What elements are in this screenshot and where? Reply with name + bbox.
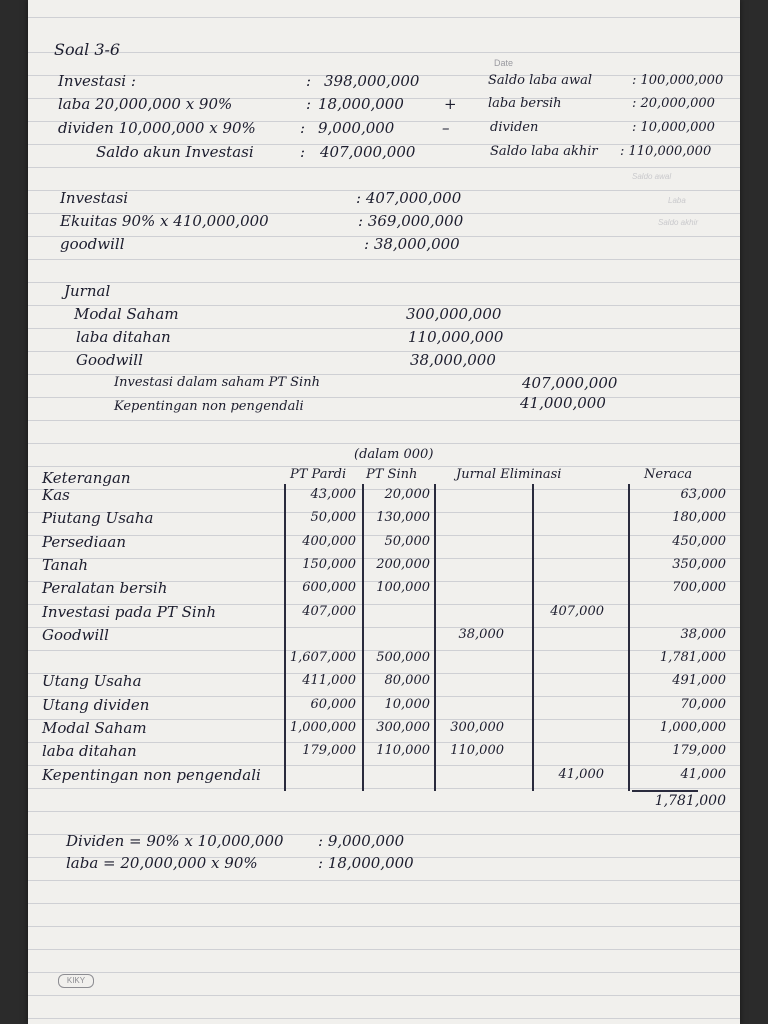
jurnal-debit-value: 110,000,000 (408, 328, 504, 346)
worksheet-header: PT Pardi (290, 467, 347, 482)
calc1-value: 398,000,000 (324, 72, 420, 90)
worksheet-row-label: Utang Usaha (42, 672, 142, 691)
calc2-label: Saldo laba awal (488, 73, 592, 88)
worksheet-row-label: Kas (42, 486, 70, 504)
worksheet-cell-pardi: 43,000 (310, 487, 356, 502)
calc3-value: : 38,000,000 (364, 235, 460, 253)
worksheet-cell-neraca: 179,000 (672, 743, 726, 759)
worksheet-header: Jurnal Eliminasi (456, 467, 562, 482)
worksheet-cell-sinh: 10,000 (384, 696, 430, 712)
worksheet-cell-debit: 110,000 (450, 743, 504, 759)
worksheet-cell-pardi: 411,000 (302, 673, 356, 689)
worksheet-row-label: Piutang Usaha (42, 509, 154, 528)
worksheet-cell-neraca: 350,000 (672, 556, 726, 572)
worksheet-cell-debit: 38,000 (458, 626, 504, 642)
worksheet-cell-pardi: 50,000 (310, 510, 356, 526)
calc1-label: Investasi : (58, 72, 136, 90)
note-label: Dividen = 90% x 10,000,000 (66, 832, 284, 850)
worksheet-cell-pardi: 179,000 (302, 743, 356, 759)
worksheet-cell-sinh: 110,000 (376, 743, 430, 759)
worksheet-row-label: Persediaan (42, 532, 126, 551)
worksheet-cell-neraca: 38,000 (680, 626, 726, 642)
ghost-mark: Saldo akhir (658, 218, 699, 227)
calc1-label: Saldo akun Investasi (96, 143, 254, 161)
calc2-value: : 20,000,000 (632, 96, 715, 111)
jurnal-debit-label: laba ditahan (76, 328, 171, 346)
worksheet-cell-neraca: 63,000 (680, 487, 726, 502)
date-label: Date (494, 58, 514, 68)
note-label: laba = 20,000,000 x 90% (66, 854, 258, 872)
jurnal-credit-value: 407,000,000 (522, 374, 618, 392)
worksheet-cell-sinh: 100,000 (376, 580, 430, 596)
worksheet-row-label: Tanah (42, 555, 89, 574)
calc3-label: Ekuitas 90% x 410,000,000 (60, 212, 269, 230)
worksheet-cell-sinh: 200,000 (376, 556, 430, 572)
worksheet-cell-credit: 41,000 (558, 766, 604, 782)
calc1-label: laba 20,000,000 x 90% (58, 95, 233, 113)
worksheet-cell-sinh: 20,000 (384, 487, 430, 502)
jurnal-credit-label: Investasi dalam saham PT Sinh (114, 375, 320, 390)
worksheet-row-label: Goodwill (42, 625, 109, 644)
note-value: : 18,000,000 (318, 854, 414, 872)
worksheet-cell-pardi: 600,000 (302, 580, 356, 596)
ghost-mark: Saldo awal (632, 172, 672, 181)
worksheet-cell-neraca: 41,000 (680, 766, 726, 782)
worksheet-cell-sinh: 500,000 (376, 650, 430, 666)
calc1-value: 9,000,000 (318, 119, 395, 137)
worksheet-row-label: Utang dividen (42, 695, 150, 714)
worksheet-column-line (532, 484, 534, 791)
brand-logo: KIKY (58, 974, 94, 988)
worksheet-cell-neraca: 700,000 (672, 580, 726, 596)
worksheet-column-line (628, 484, 630, 791)
calc1-colon: : (306, 72, 312, 90)
worksheet-cell-neraca: 180,000 (672, 510, 726, 526)
worksheet-cell-neraca: 450,000 (672, 533, 726, 549)
worksheet-cell-sinh: 80,000 (384, 673, 430, 689)
jurnal-credit-value: 41,000,000 (520, 394, 606, 412)
notebook-page (28, 0, 740, 1024)
jurnal-debit-value: 300,000,000 (406, 305, 502, 323)
worksheet-column-line (362, 484, 364, 791)
worksheet-header: Keterangan (42, 469, 131, 487)
calc2-value: : 110,000,000 (620, 144, 712, 159)
worksheet-cell-debit: 300,000 (450, 720, 504, 735)
worksheet-row-label: Peralatan bersih (42, 579, 168, 598)
worksheet-header: PT Sinh (366, 467, 418, 482)
worksheet-row-label: Kepentingan non pengendali (42, 765, 261, 784)
worksheet-row-label: laba ditahan (42, 742, 137, 761)
calc1-colon: : (300, 143, 306, 161)
worksheet-total: 1,781,000 (654, 793, 726, 809)
calc1-operator: – (442, 119, 450, 137)
calc3-value: : 407,000,000 (356, 189, 462, 207)
calc1-value: 18,000,000 (318, 95, 404, 113)
jurnal-debit-value: 38,000,000 (410, 351, 496, 369)
calc1-label: dividen 10,000,000 x 90% (58, 119, 256, 137)
worksheet-cell-sinh: 50,000 (384, 533, 430, 549)
worksheet-row-label: Investasi pada PT Sinh (42, 602, 216, 621)
worksheet-caption: (dalam 000) (354, 447, 434, 462)
calc1-colon: : (306, 95, 312, 113)
worksheet-cell-sinh: 300,000 (376, 720, 430, 735)
worksheet-cell-pardi: 407,000 (302, 603, 356, 619)
worksheet-column-line (434, 484, 436, 791)
total-underline (632, 790, 698, 792)
worksheet-cell-neraca: 1,000,000 (659, 720, 726, 735)
calc1-value: 407,000,000 (320, 143, 416, 161)
calc2-value: : 100,000,000 (632, 73, 724, 88)
worksheet-cell-neraca: 491,000 (672, 673, 726, 689)
ghost-mark: Laba (668, 196, 686, 205)
worksheet-cell-pardi: 1,607,000 (289, 650, 356, 666)
worksheet-cell-pardi: 150,000 (302, 556, 356, 572)
note-value: : 9,000,000 (318, 832, 405, 850)
worksheet-cell-sinh: 130,000 (376, 510, 430, 526)
worksheet-cell-neraca: 1,781,000 (659, 650, 726, 666)
jurnal-title: Jurnal (64, 282, 111, 300)
calc1-operator: + (444, 95, 457, 113)
page-title: Soal 3-6 (54, 40, 121, 59)
worksheet-cell-neraca: 70,000 (680, 696, 726, 712)
calc3-value: : 369,000,000 (358, 212, 464, 230)
calc3-label: Investasi (60, 189, 129, 207)
calc2-label: laba bersih (488, 96, 562, 111)
calc1-colon: : (300, 119, 306, 137)
calc2-label: Saldo laba akhir (490, 144, 598, 159)
worksheet-cell-pardi: 400,000 (302, 533, 356, 549)
jurnal-debit-label: Goodwill (76, 351, 143, 369)
calc2-value: : 10,000,000 (632, 120, 715, 135)
worksheet-header: Neraca (644, 467, 693, 482)
calc2-label: dividen (490, 120, 539, 135)
jurnal-credit-label: Kepentingan non pengendali (114, 399, 304, 414)
jurnal-debit-label: Modal Saham (74, 305, 179, 323)
worksheet-cell-pardi: 1,000,000 (289, 720, 356, 735)
worksheet-row-label: Modal Saham (42, 719, 147, 737)
calc3-label: goodwill (60, 235, 125, 253)
worksheet-cell-pardi: 60,000 (310, 696, 356, 712)
worksheet-cell-credit: 407,000 (550, 603, 604, 619)
